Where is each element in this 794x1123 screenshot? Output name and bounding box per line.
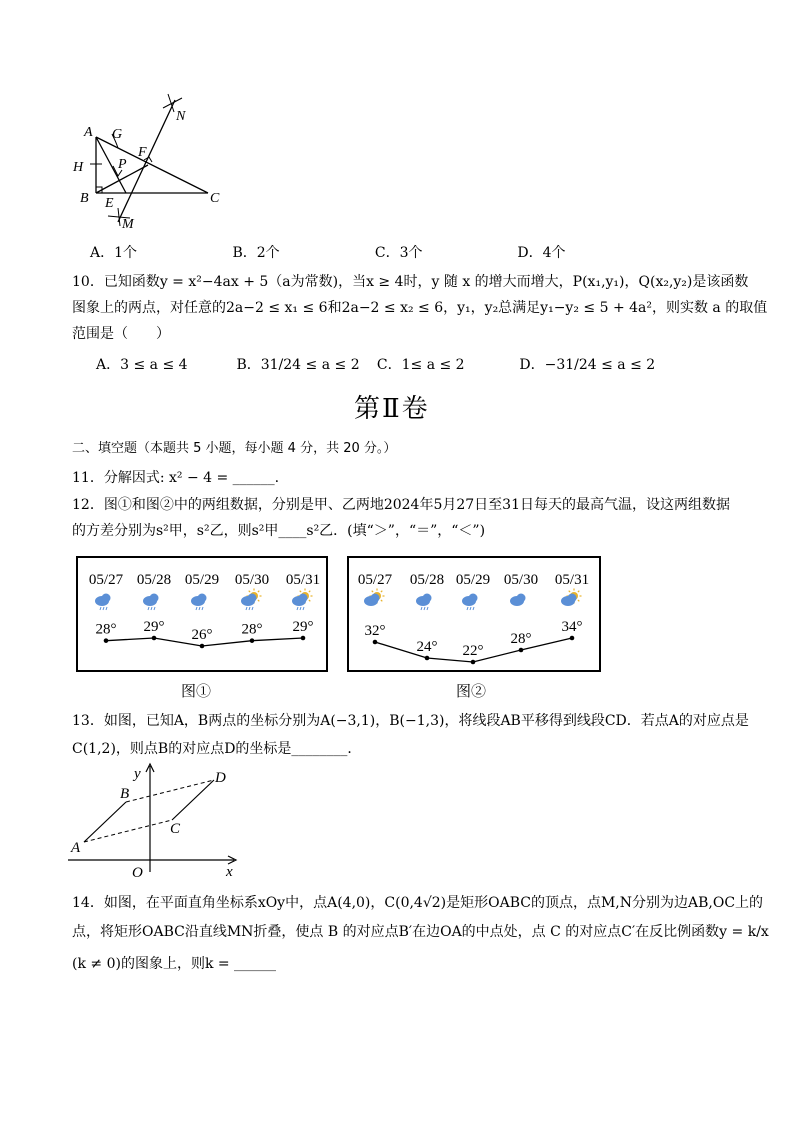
chart1-point-1 <box>152 636 157 641</box>
chart2-point-3 <box>519 648 524 653</box>
q10-line3: 范围是（ ） <box>72 326 170 342</box>
chart2-weather-icon-3 <box>510 594 526 607</box>
q13-line2: C(1,2)，则点B的对应点D的坐标是________． <box>72 741 362 757</box>
chart2-date-4: 05/31 <box>554 572 590 588</box>
chart1-temp-label-3: 28° <box>241 621 263 638</box>
chart1-date-3: 05/30 <box>234 572 270 588</box>
q14-line1: 14．如图，在平面直角坐标系xOy中，点A(4,0)，C(0,4√2)是矩形OABC的顶点，点M,N分别为边AB,OC上的 <box>72 895 764 911</box>
label-e: E <box>105 196 114 211</box>
chart1-point-3 <box>250 638 255 643</box>
chart1-weather-icon-2 <box>191 594 207 611</box>
q13-figure <box>68 760 248 882</box>
chart1-point-2 <box>200 644 205 649</box>
label-a: A <box>71 840 81 856</box>
chart2-date-2: 05/29 <box>455 572 491 588</box>
segment-cd <box>172 780 214 820</box>
chart1-point-0 <box>104 638 109 643</box>
chart2-temp-label-2: 22° <box>462 643 484 659</box>
chart2-date-1: 05/28 <box>409 572 445 588</box>
chart-2-caption: 图② <box>456 682 487 700</box>
label-y: y <box>134 766 141 782</box>
label-a: A <box>84 125 93 140</box>
chart2-weather-icon-2 <box>462 594 478 611</box>
label-n: N <box>176 109 186 124</box>
label-c: C <box>210 191 220 206</box>
chart-1-caption: 图① <box>181 682 212 700</box>
q11: 11．分解因式: x² − 4 = ______. <box>72 470 280 486</box>
chart1-date-4: 05/31 <box>285 572 321 588</box>
q10-choice-a[interactable]: A．3 ≤ a ≤ 4 <box>96 357 188 373</box>
label-h: H <box>73 160 84 175</box>
chart1-weather-icon-3 <box>241 589 262 611</box>
chart1-date-2: 05/29 <box>184 572 220 588</box>
label-p: P <box>118 157 127 172</box>
chart2-temp-label-4: 34° <box>561 619 583 635</box>
q10-line1: 10．已知函数y = x²−4ax + 5（a为常数)，当x ≥ 4时，y 随 x 的增大而增大，P(x₁,y₁)，Q(x₂,y₂)是该函数 <box>72 274 749 290</box>
chart2-temp-label-0: 32° <box>364 623 386 639</box>
q13-line1: 13．如图，已知A，B两点的坐标分别为A(−3,1)，B(−1,3)，将线段AB平移得到线段CD．若点A的对应点是 <box>72 713 749 729</box>
q14-line3: (k ≠ 0)的图象上，则k = ______ <box>72 956 277 972</box>
label-x: x <box>226 864 233 880</box>
chart2-temp-label-1: 24° <box>416 639 438 655</box>
label-f: F <box>138 145 147 160</box>
label-o: O <box>132 865 143 881</box>
q14-line2: 点，将矩形OABC沿直线MN折叠，使点 B 的对应点B′在边OA的中点处，点 C 的对应点C′在反比例函数y = k/x <box>72 924 769 940</box>
chart1-temp-label-4: 29° <box>292 619 314 635</box>
chart2-weather-icon-0 <box>364 589 385 607</box>
chart2-date-0: 05/27 <box>357 572 393 588</box>
chart2-point-4 <box>570 636 575 641</box>
label-d: D <box>215 770 226 786</box>
q9-choice-d[interactable]: D．4个 <box>517 245 566 261</box>
weather-chart-2 <box>347 556 601 672</box>
chart1-point-4 <box>301 636 306 641</box>
chart1-date-0: 05/27 <box>88 572 124 588</box>
weather-chart-1 <box>76 556 328 672</box>
chart2-temp-label-3: 28° <box>510 631 532 647</box>
q9-choice-c[interactable]: C．3个 <box>374 245 423 261</box>
chart1-weather-icon-4 <box>292 589 313 611</box>
geometry-figure <box>60 90 240 240</box>
segment-ab <box>84 802 126 842</box>
dashed-ac <box>84 820 172 842</box>
q10-choices <box>96 354 655 374</box>
chart2-point-0 <box>373 640 378 645</box>
chart2-point-1 <box>425 656 430 661</box>
chart2-weather-icon-4 <box>561 589 582 607</box>
chart1-date-1: 05/28 <box>136 572 172 588</box>
chart1-temp-label-0: 28° <box>95 621 117 638</box>
dashed-bd <box>126 780 214 802</box>
section-title: 第Ⅱ卷 <box>354 394 430 424</box>
label-g: G <box>112 127 123 142</box>
chart1-weather-icon-0 <box>95 594 111 611</box>
section2-header: 二、填空题（本题共 5 小题，每小题 4 分，共 20 分。） <box>72 441 397 456</box>
chart1-weather-icon-1 <box>143 594 159 611</box>
chart2-point-2 <box>471 660 476 665</box>
q12-line2: 的方差分别为s²甲，s²乙，则s²甲____s²乙．(填“＞”，“＝”，“＜”) <box>72 523 486 539</box>
q9-choice-a[interactable]: A．1个 <box>90 245 138 261</box>
label-b: B <box>80 191 89 206</box>
chart2-date-3: 05/30 <box>503 572 539 588</box>
q12-line1: 12．图①和图②中的两组数据，分别是甲、乙两地2024年5月27日至31日每天的最高气温，设这两组数据 <box>72 497 730 513</box>
q9-choice-b[interactable]: B．2个 <box>232 245 280 261</box>
q10-choice-d[interactable]: D．−31/24 ≤ a ≤ 2 <box>519 357 656 373</box>
q10-line2: 图象上的两点，对任意的2a−2 ≤ x₁ ≤ 6和2a−2 ≤ x₂ ≤ 6，y₁，y₂总满足y₁−y₂ ≤ 5 + 4a²，则实数 a 的取值 <box>72 300 768 316</box>
label-m: M <box>122 217 134 232</box>
q10-choice-b[interactable]: B．31/24 ≤ a ≤ 2 <box>236 357 360 373</box>
chart2-weather-icon-1 <box>416 594 432 611</box>
chart1-temp-label-1: 29° <box>143 619 165 635</box>
q9-choices <box>90 242 566 262</box>
label-b: B <box>120 786 130 802</box>
q10-choice-c[interactable]: C．1≤ a ≤ 2 <box>376 357 465 373</box>
label-c: C <box>170 821 181 837</box>
chart1-temp-label-2: 26° <box>191 627 213 643</box>
